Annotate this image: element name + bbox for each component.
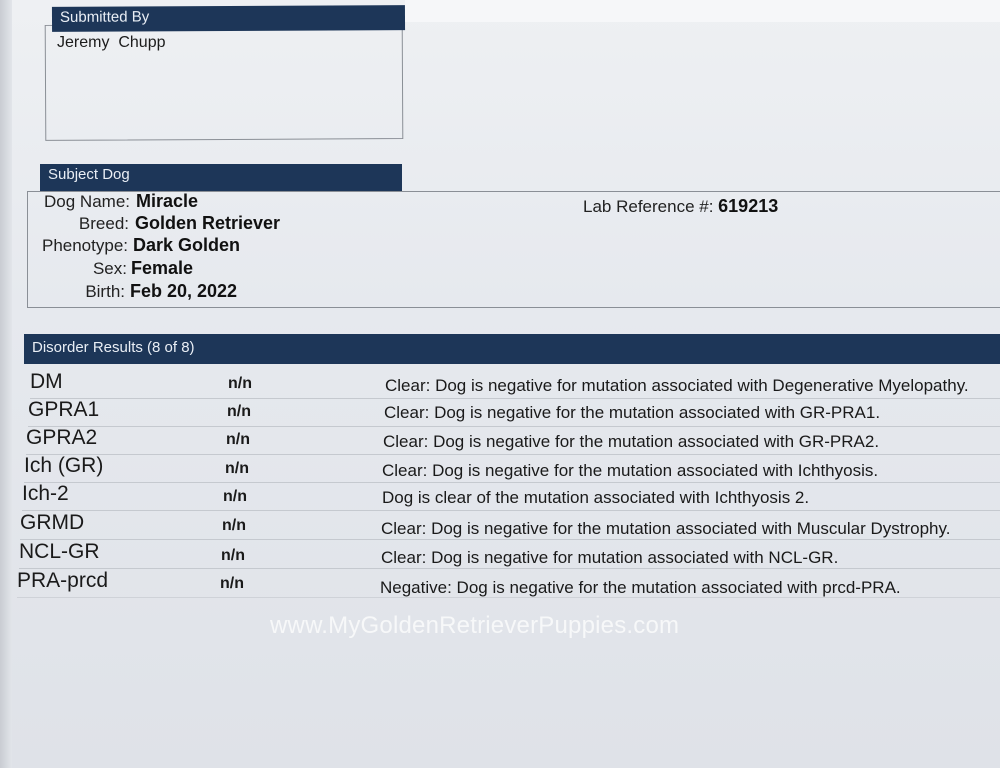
genotype: n/n bbox=[228, 375, 252, 392]
result-text: Clear: Dog is negative for the mutation associated with GR-PRA2. bbox=[383, 432, 880, 451]
table-row bbox=[20, 511, 1000, 540]
disorder-results-header: Disorder Results (8 of 8) bbox=[24, 334, 1000, 364]
disorder-code: PRA-prcd bbox=[17, 569, 109, 592]
lab-reference-label: Lab Reference #: bbox=[583, 197, 714, 216]
submitter-name: Jeremy Chupp bbox=[57, 34, 166, 51]
phenotype-value: Dark Golden bbox=[133, 235, 241, 255]
disorder-code: Ich (GR) bbox=[24, 454, 104, 477]
disorder-code: GRMD bbox=[20, 511, 85, 534]
result-text: Clear: Dog is negative for mutation associated with Degenerative Myelopathy. bbox=[385, 376, 969, 395]
genotype: n/n bbox=[220, 575, 244, 592]
genotype: n/n bbox=[221, 547, 245, 564]
disorder-code: NCL-GR bbox=[19, 540, 100, 563]
result-text: Clear: Dog is negative for the mutation associated with GR-PRA1. bbox=[384, 403, 881, 422]
sex-value: Female bbox=[131, 258, 194, 278]
disorder-code: Ich-2 bbox=[22, 482, 69, 505]
table-row bbox=[22, 482, 1000, 511]
result-text: Dog is clear of the mutation associated with Ichthyosis 2. bbox=[382, 488, 810, 507]
table-row bbox=[19, 540, 1000, 569]
disorder-code: GPRA1 bbox=[28, 398, 100, 421]
genotype: n/n bbox=[222, 517, 246, 534]
birth-label: Birth: bbox=[85, 282, 125, 301]
genotype: n/n bbox=[227, 403, 251, 420]
lab-reference-value: 619213 bbox=[718, 196, 779, 216]
breed-label: Breed: bbox=[78, 214, 129, 233]
phenotype-label: Phenotype: bbox=[41, 236, 128, 255]
watermark: www.MyGoldenRetrieverPuppies.com bbox=[270, 612, 680, 639]
dog-name-value: Miracle bbox=[136, 191, 199, 211]
sex-label: Sex: bbox=[92, 259, 127, 278]
table-row bbox=[17, 569, 1000, 598]
genotype: n/n bbox=[226, 431, 250, 448]
lab-reference bbox=[583, 196, 778, 217]
disorder-code: DM bbox=[30, 370, 63, 393]
dog-name-label: Dog Name: bbox=[44, 192, 130, 211]
paper-top-edge bbox=[405, 0, 1000, 22]
table-row bbox=[24, 454, 1000, 483]
table-row bbox=[28, 398, 1000, 427]
subject-dog-header: Subject Dog bbox=[40, 164, 402, 191]
disorder-code: GPRA2 bbox=[26, 426, 98, 449]
breed-value: Golden Retriever bbox=[135, 213, 281, 233]
result-text: Clear: Dog is negative for the mutation associated with Ichthyosis. bbox=[382, 461, 879, 480]
genotype: n/n bbox=[223, 488, 247, 505]
table-row bbox=[30, 370, 1000, 399]
genotype: n/n bbox=[225, 460, 249, 477]
paper-left-edge bbox=[0, 0, 12, 768]
birth-value: Feb 20, 2022 bbox=[130, 281, 238, 301]
submitted-by-header: Submitted By bbox=[52, 5, 405, 32]
result-text: Clear: Dog is negative for mutation associated with NCL-GR. bbox=[381, 548, 839, 567]
result-text: Negative: Dog is negative for the mutation associated with prcd-PRA. bbox=[380, 578, 901, 597]
result-text: Clear: Dog is negative for the mutation associated with Muscular Dystrophy. bbox=[381, 519, 951, 538]
table-row bbox=[26, 426, 1000, 455]
